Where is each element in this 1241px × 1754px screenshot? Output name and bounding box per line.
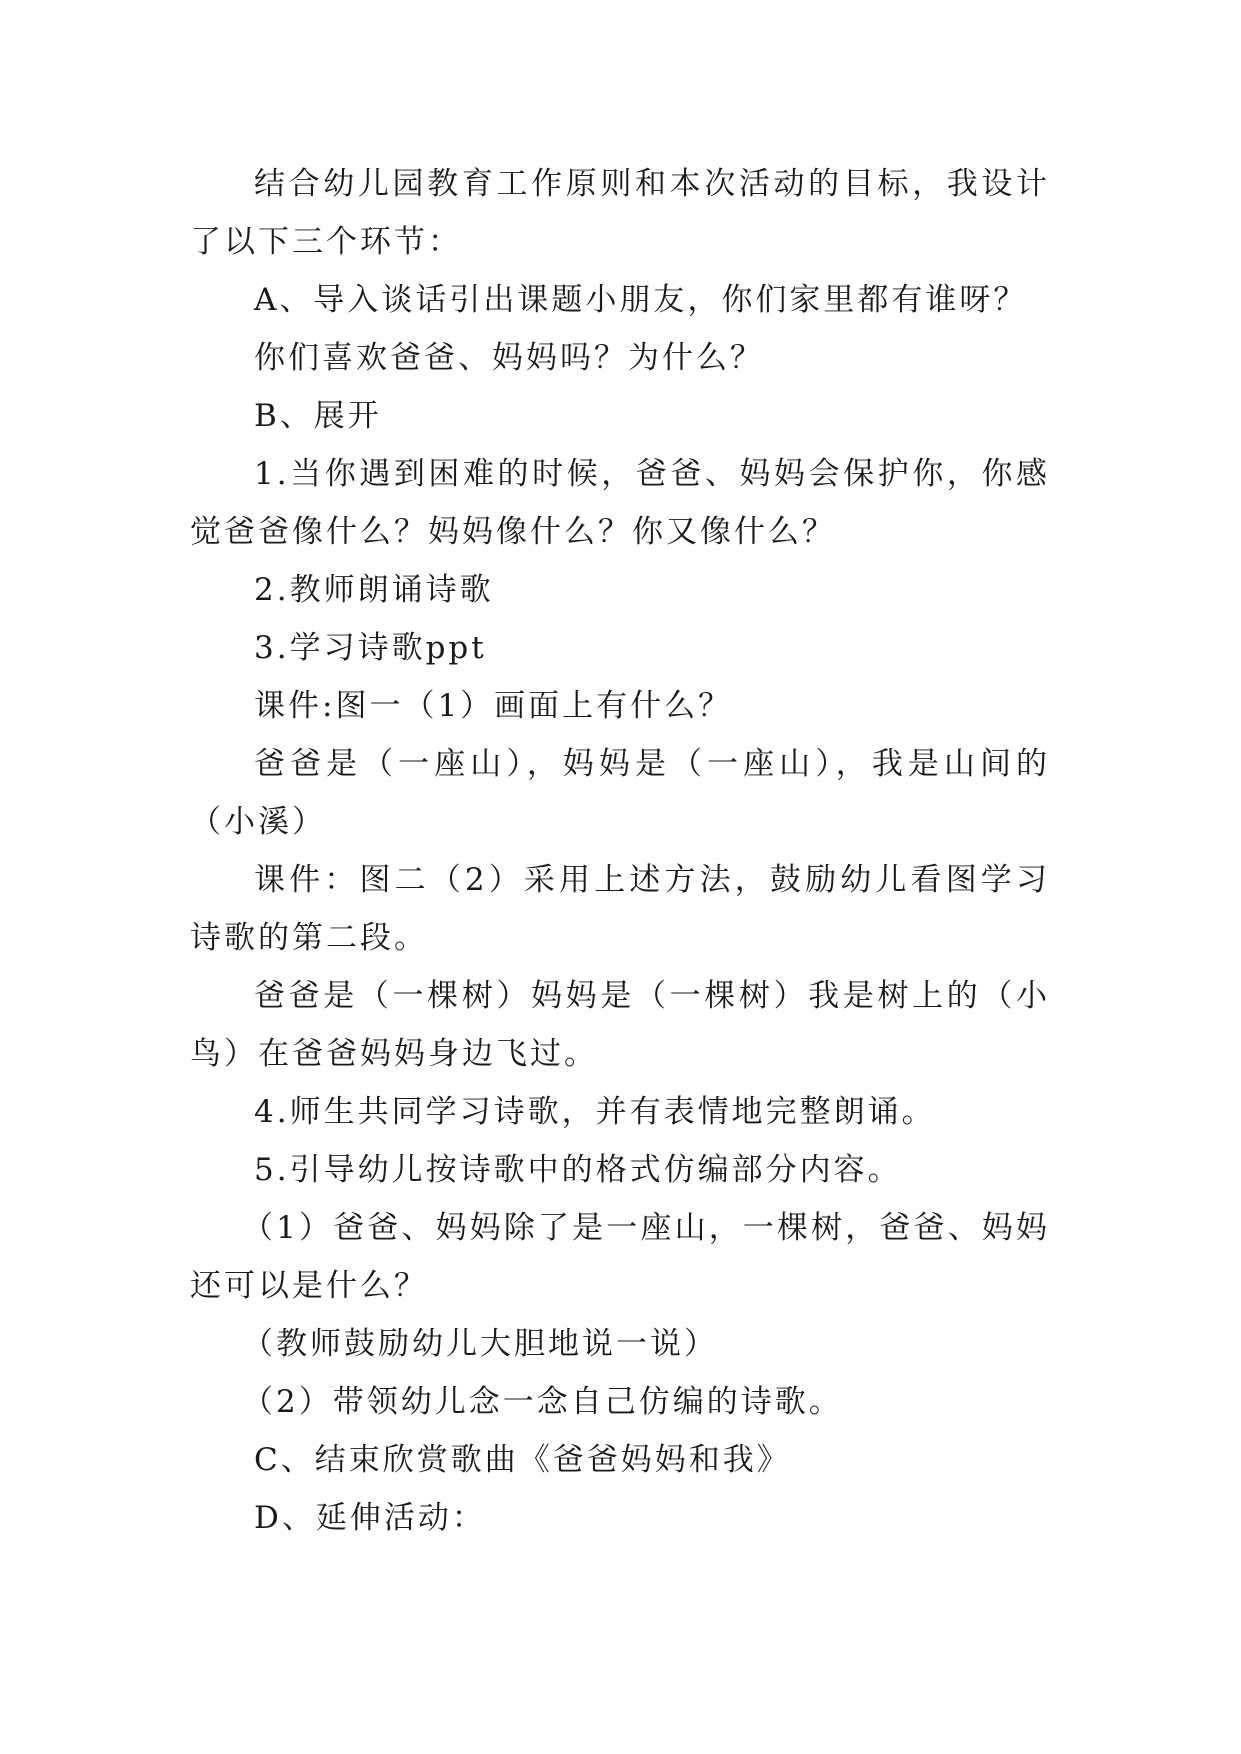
paragraph-step-5: 5.引导幼儿按诗歌中的格式仿编部分内容。 [254, 1152, 902, 1188]
paragraph-courseware-1: 课件:图一（1）画面上有什么？ [254, 688, 733, 724]
paragraph-step-2: 2.教师朗诵诗歌 [254, 572, 494, 608]
paragraph-intro: 结合幼儿园教育工作原则和本次活动的目标，我设计了以下三个环节： [190, 166, 1050, 260]
paragraph-section-c: C、结束欣赏歌曲《爸爸妈妈和我》 [254, 1442, 791, 1478]
paragraph-section-b: B、展开 [254, 398, 382, 434]
paragraph-step-3: 3.学习诗歌ppt [254, 630, 487, 666]
paragraph-step-1: 1.当你遇到困难的时候，爸爸、妈妈会保护你，你感觉爸爸像什么？妈妈像什么？你又像什么？ [190, 456, 1050, 550]
paragraph-step-4: 4.师生共同学习诗歌，并有表情地完整朗诵。 [254, 1094, 936, 1130]
paragraph-section-d: D、延伸活动： [254, 1500, 486, 1536]
paragraph-poem-verse-2: 爸爸是（一棵树）妈妈是（一棵树）我是树上的（小鸟）在爸爸妈妈身边飞过。 [190, 978, 1050, 1072]
paragraph-teacher-note: （教师鼓励幼儿大胆地说一说） [242, 1326, 718, 1362]
document-body [190, 155, 1050, 1547]
paragraph-substep-2: （2）带领幼儿念一念自己仿编的诗歌。 [242, 1384, 843, 1420]
paragraph-poem-verse-1: 爸爸是（一座山），妈妈是（一座山），我是山间的（小溪） [190, 746, 1050, 840]
paragraph-substep-1: （1）爸爸、妈妈除了是一座山，一棵树，爸爸、妈妈还可以是什么？ [190, 1210, 1050, 1304]
paragraph-courseware-2: 课件：图二（2）采用上述方法，鼓励幼儿看图学习诗歌的第二段。 [190, 862, 1050, 956]
paragraph-question: 你们喜欢爸爸、妈妈吗？为什么？ [254, 340, 764, 376]
paragraph-section-a: A、导入谈话引出课题小朋友，你们家里都有谁呀？ [254, 282, 1028, 318]
